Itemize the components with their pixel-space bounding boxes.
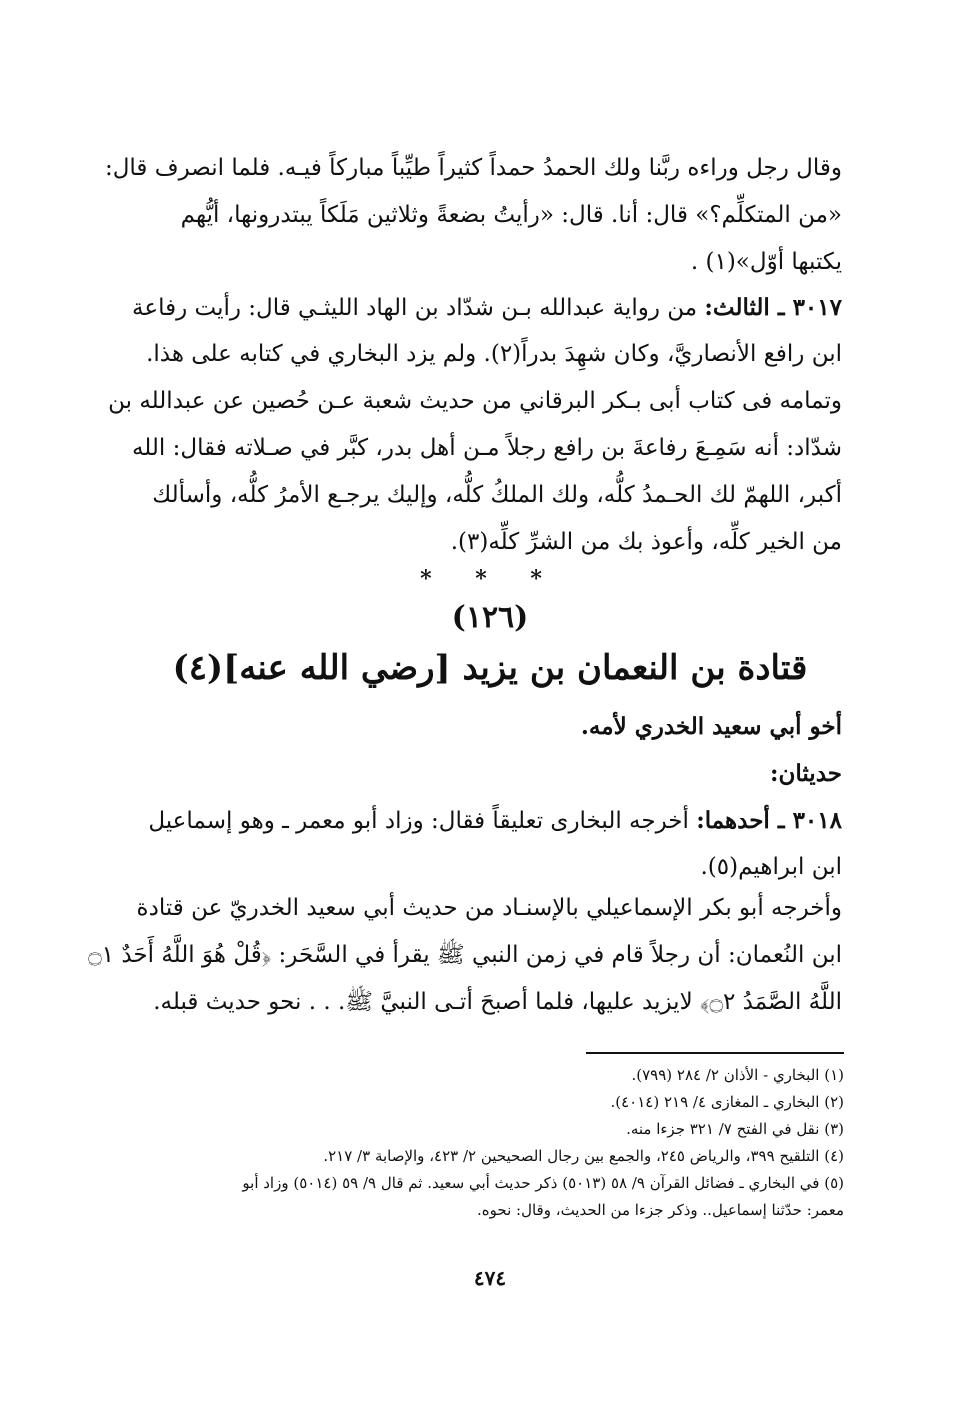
hadith-3018-paragraph bbox=[130, 797, 842, 891]
section-title: قتادة بن النعمان بن يزيد [رضي الله عنه](٤) bbox=[172, 648, 808, 688]
footnote: (١) البخاري - الأذان ٢/ ٢٨٤ (٧٩٩). bbox=[631, 1066, 844, 1084]
section-divider-stars: * * * bbox=[420, 566, 560, 592]
footnote: (٣) نقل في الفتح ٧/ ٣٢١ جزءا منه. bbox=[626, 1120, 844, 1138]
text-line: وقال رجل وراءه ربَّنا ولك الحمدُ حمداً كثيراً طيِّباً مباركاً فيـه. فلما انصرف قال: bbox=[104, 155, 842, 181]
hadith-count-text: حديثان: bbox=[769, 760, 842, 787]
footnote: معمر: حدّثنا إسماعيل.. وذكر جزءا من الحديث، وقال: نحوه. bbox=[477, 1201, 844, 1219]
hadith-number-label: ٣٠١٧ ـ الثالث: bbox=[704, 294, 842, 321]
text-line: «من المتكلِّم؟» قال: أنا. قال: «رأيتُ بضعةً وثلاثين مَلَكاً يبتدرونها، أيُّهم bbox=[180, 202, 842, 228]
text-line: شدّاد: أنه سَمِـعَ رفاعةَ بن رافع رجلاً مـن أهل بدر، كبَّر في صـلاته فقال: الله bbox=[131, 435, 842, 461]
text-line: وأخرجه أبو بكر الإسماعيلي بالإسنـاد من حديث أبي سعيد الخدريّ عن قتادة bbox=[136, 895, 842, 921]
hadith-count-heading bbox=[130, 750, 842, 797]
text-line: يكتبها أوّل»(١) . bbox=[690, 249, 842, 275]
hadith-text: أخرجه البخارى تعليقاً فقال: وزاد أبو معمر ـ وهو إسماعيل bbox=[148, 808, 697, 834]
text-line bbox=[130, 797, 842, 844]
hadith-3017-paragraph bbox=[130, 284, 842, 378]
text-line: وتمامه فى كتاب أبى بـكر البرقاني من حديث شعبة عـن حُصين عن عبدالله بن bbox=[108, 388, 842, 414]
footnotes bbox=[114, 1062, 844, 1224]
text-line bbox=[130, 284, 842, 331]
footnote: (٤) التلقيح ٣٩٩، والرياض ٢٤٥، والجمع بين رجال الصحيحين ٢/ ٤٢٣، والإصابة ٣/ ٢١٧. bbox=[323, 1147, 844, 1165]
tamam-paragraph bbox=[108, 378, 842, 566]
text-line: ابن النُعمان: أن رجلاً قام في زمن النبي ﷺ يقرأ في السَّحَر: ﴿قُلْ هُوَ اللَّهُ أَحَدٌ ۝١ bbox=[88, 942, 842, 968]
text-line: من الخير كلِّه، وأعوذ بك من الشرِّ كلِّه(٣). bbox=[450, 529, 842, 555]
text-line: ابن ابراهيم(٥). bbox=[700, 854, 842, 880]
text-line: ابن رافع الأنصاريَّ، وكان شهِدَ بدراً(٢). ولم يزد البخاري في كتابه على هذا. bbox=[146, 341, 842, 367]
text-line: أكبر، اللهمّ لك الحـمدُ كلُّه، ولك الملكُ كلُّه، وإليك يرجـع الأمرُ كلُّه، وأسألك bbox=[152, 482, 842, 508]
subtitle-text: أخو أبي سعيد الخدري لأمه. bbox=[580, 713, 842, 740]
text-line: اللَّهُ الصَّمَدُ ۝٢﴾ لايزيد عليها، فلما أصبحَ أتـى النبيَّ ﷺ. . . نحو حديث قبله. bbox=[153, 989, 842, 1015]
footnote: (٢) البخاري ـ المغازى ٤/ ٢١٩ (٤٠١٤). bbox=[610, 1093, 844, 1111]
footnote: (٥) في البخاري ـ فضائل القرآن ٩/ ٥٨ (٥٠١٣) ذكر حديث أبي سعيد. ثم قال ٩/ ٥٩ (٥٠١٤) وزاد أبو bbox=[242, 1174, 844, 1192]
final-paragraph bbox=[88, 885, 842, 1026]
section-number: (١٢٦) bbox=[451, 600, 529, 635]
footnote-separator bbox=[586, 1052, 844, 1054]
intro-paragraph bbox=[104, 145, 842, 286]
hadith-text: من رواية عبدالله بـن شدّاد بن الهاد الليثـي قال: رأيت رفاعة bbox=[132, 295, 705, 321]
hadith-number-label: ٣٠١٨ ـ أحدهما: bbox=[696, 807, 842, 834]
page-number: ٤٧٤ bbox=[473, 1266, 507, 1290]
subtitle bbox=[130, 703, 842, 750]
